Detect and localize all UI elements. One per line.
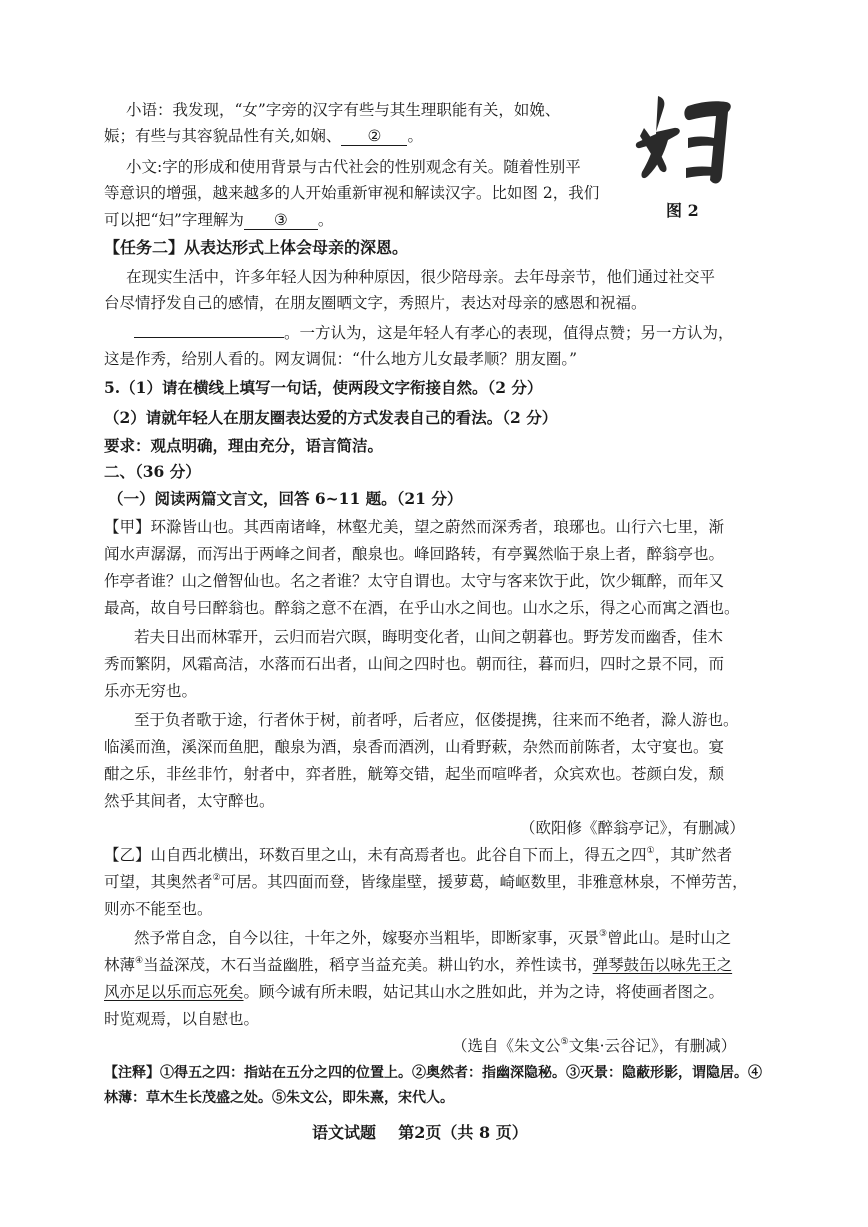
task1-line: 娠；有些与其容貌品性有关,如娴、 ② 。 [104,127,423,145]
question-5-part2: （2）请就年轻人在朋友圈表达爱的方式发表自己的看法。（2 分） [104,408,558,427]
section-subheading: （一）阅读两篇文言文，回答 6~11 题。（21 分） [108,489,463,508]
page-footer: 语文试题 第2页（共 8 页） [312,1123,528,1142]
annotation-notes: 林薄：草木生长茂盛之处。⑤朱文公，即朱熹，宋代人。 [104,1090,454,1106]
task1-line: 小文:字的形成和使用背景与古代社会的性别观念有关。随着性别平 [126,158,581,176]
passage-yi-line: 风亦足以乐而忘死矣。顾今诚有所未暇，姑记其山水之胜如此，并为之诗，将使画者图之。 [104,983,725,1001]
section-heading: 二、（36 分） [104,462,201,481]
passage-yi-line: 则亦不能至也。 [104,900,213,918]
passage-jia-line: 闻水声潺潺，而泻出于两峰之间者，酿泉也。峰回路转，有亭翼然临于泉上者，醉翁亭也。 [104,545,725,563]
passage-yi-line: 【乙】山自西北横出，环数百里之山，未有高焉者也。此谷自下而上，得五之四①，其旷然者 [104,845,733,864]
question-5-requirement: 要求：观点明确，理由充分，语言简洁。 [104,436,384,455]
underlined-sentence: 弹琴鼓缶以咏先王之 [592,956,733,974]
task2-line: 台尽情抒发自己的感情，在朋友圈晒文字，秀照片，表达对母亲的感恩和祝福。 [104,294,647,312]
task2-heading: 【任务二】从表达形式上体会母亲的深恩。 [104,238,409,257]
passage-jia-line: 乐亦无穷也。 [104,682,198,700]
passage-jia-line: 至于负者歌于途，行者休于树，前者呼，后者应，伛偻提携，往来而不绝者，滁人游也。 [134,711,739,729]
figure-caption: 图 2 [666,201,699,220]
task2-line: 在现实生活中，许多年轻人因为种种原因，很少陪母亲。去年母亲节，他们通过社交平 [126,268,716,286]
passage-jia-line: 秀而繁阴，风霜高洁，水落而石出者，山间之四时也。朝而往，暮而归，四时之景不同，而 [104,655,725,673]
question-5-part1: 5.（1）请在横线上填写一句话，使两段文字衔接自然。（2 分） [104,378,543,397]
answer-blank-2: ② [341,127,407,146]
underlined-sentence: 风亦足以乐而忘死矣 [104,983,244,1001]
passage-jia-line: 酣之乐，非丝非竹，射者中，弈者胜，觥筹交错，起坐而喧哗者，众宾欢也。苍颜白发，颓 [104,765,725,783]
task1-line: 等意识的增强，越来越多的人开始重新审视和解读汉字。比如图 2，我们 [104,184,600,202]
answer-blank-3: ③ [244,211,318,230]
calligraphy-figure [630,92,740,192]
task2-line: 。一方认为，这是年轻人有孝心的表现，值得点赞；另一方认为， [134,323,734,343]
passage-jia-line: 作亭者谁？山之僧智仙也。名之者谁？太守自谓也。太守与客来饮于此，饮少辄醉，而年又 [104,572,725,590]
passage-jia-line: 然乎其间者，太守醉也。 [104,792,275,810]
annotation-notes: 【注释】①得五之四：指站在五分之四的位置上。②奥然者：指幽深隐秘。③灭景：隐蔽形影，谓隐居。④ [104,1065,762,1081]
answer-blank-q5 [134,337,284,338]
passage-jia-line: 【甲】环滁皆山也。其西南诸峰，林壑尤美，望之蔚然而深秀者，琅琊也。山行六七里，渐 [104,518,725,536]
passage-yi-source: （选自《朱文公⑤文集·云谷记》，有删减） [452,1036,737,1055]
task1-line: 小语：我发现，“女”字旁的汉字有些与其生理职能有关，如娩、 [126,101,561,119]
passage-jia-source: （欧阳修《醉翁亭记》，有删减） [520,819,745,837]
passage-jia-line: 若夫日出而林霏开，云归而岩穴暝，晦明变化者，山间之朝暮也。野芳发而幽香，佳木 [134,628,724,646]
passage-yi-line: 然予常自念，自今以往，十年之外，嫁娶亦当粗毕，即断家事，灭景③曾此山。是时山之 [134,928,732,947]
passage-yi-line: 林薄④当益深茂，木石当益幽胜，稻亨当益充美。耕山钓水，养性读书，弹琴鼓缶以咏先王之 [104,955,733,974]
passage-jia-line: 最高，故自号曰醉翁也。醉翁之意不在酒，在乎山水之间也。山水之乐，得之心而寓之酒也。 [104,599,740,617]
passage-jia-line: 临溪而渔，溪深而鱼肥，酿泉为酒，泉香而酒洌，山肴野蔌，杂然而前陈者，太守宴也。宴 [104,738,725,756]
passage-yi-line: 时览观焉，以自慰也。 [104,1010,260,1028]
passage-yi-line: 可望，其奥然者②可居。其四面而登，皆缘崖壁，援萝葛，崎岖数里，非雅意林泉，不惮劳苦， [104,872,748,891]
task2-line: 这是作秀，给别人看的。网友调侃：“什么地方儿女最孝顺？朋友圈。” [104,350,578,368]
task1-line: 可以把“妇”字理解为 ③ 。 [104,211,334,229]
